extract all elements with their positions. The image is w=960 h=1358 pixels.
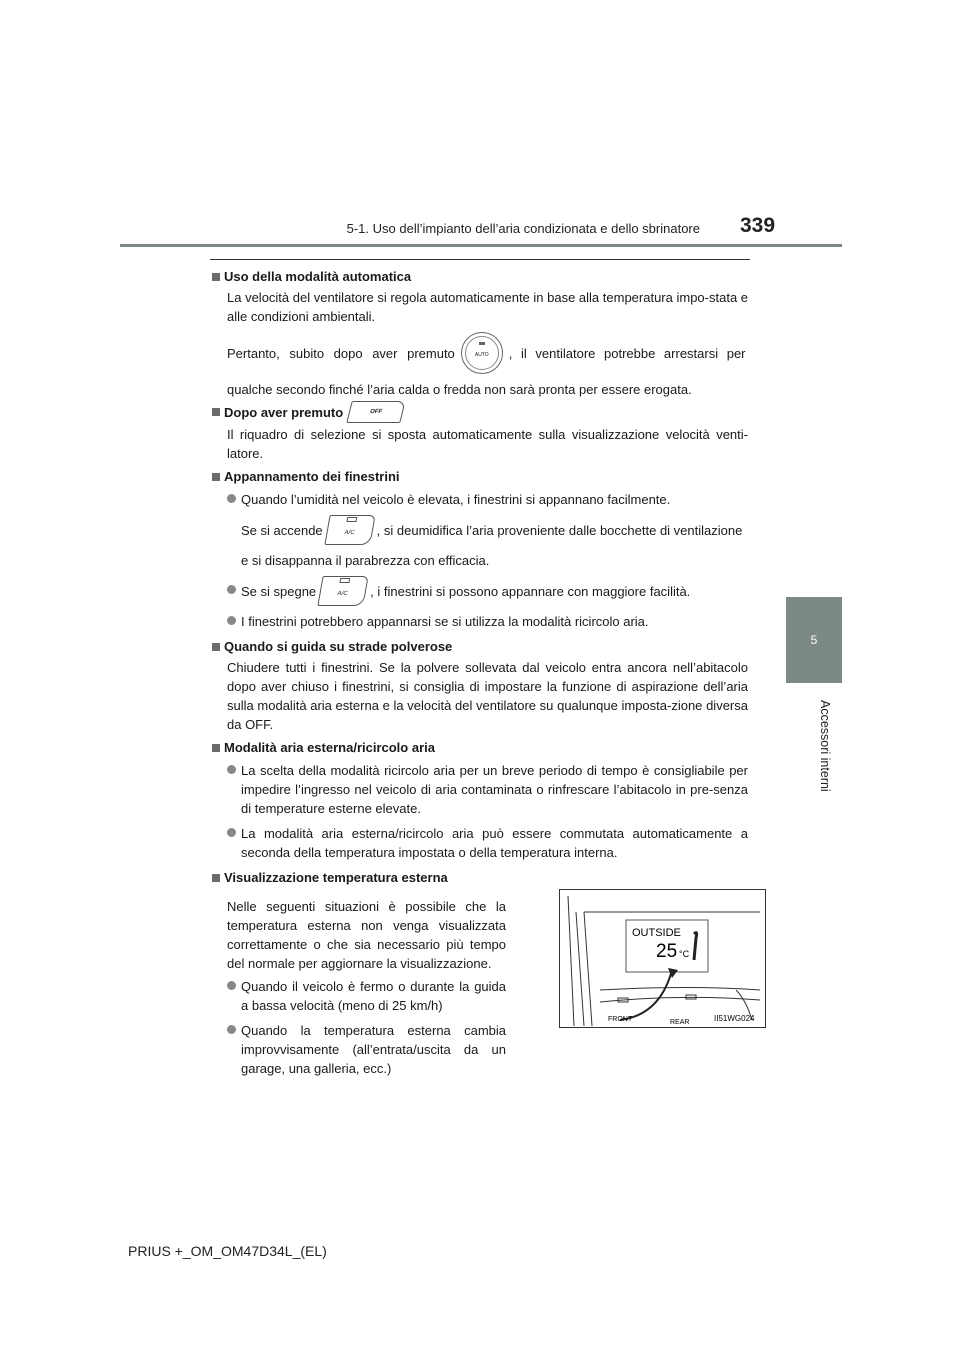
off-button-icon xyxy=(346,401,405,423)
square-bullet-icon xyxy=(212,874,220,882)
paragraph: La velocità del ventilatore si regola automaticamente in base alla temperatura impo-stata e alle condizioni ambientali. xyxy=(227,290,749,324)
two-column-block xyxy=(212,889,755,1084)
chapter-label: Accessori interni xyxy=(818,700,832,792)
outside-temperature-illustration xyxy=(559,889,766,1028)
paragraph: Il riquadro di selezione si sposta automaticamente sulla visualizzazione velocità venti-latore. xyxy=(227,427,748,461)
text-fragment: Se si spegne xyxy=(241,583,317,599)
rear-defrost-label: REAR xyxy=(670,1019,690,1026)
round-bullet-icon xyxy=(227,494,236,503)
text-fragment: , si deumidifica l’aria proveniente dalle bocchette di ventilazione xyxy=(376,522,743,538)
paragraph-with-button xyxy=(227,332,748,374)
section-after-off xyxy=(212,401,748,463)
paragraph: Nelle seguenti situazioni è possibile che la temperatura esterna non venga visualizzata correttamente o che sia necessario più tempo del normale per aggiornare la visualizzazione. xyxy=(227,899,506,971)
round-bullet-icon xyxy=(227,616,236,625)
square-bullet-icon xyxy=(212,473,220,481)
text-fragment: Se si accende xyxy=(241,522,323,538)
off-button-label: OFF xyxy=(369,408,384,415)
bullet-item xyxy=(227,824,748,862)
section-fogging xyxy=(212,467,748,631)
square-bullet-icon xyxy=(212,273,220,281)
auto-button-label: AUTO xyxy=(474,351,489,358)
bullet-item xyxy=(227,576,748,606)
square-bullet-icon xyxy=(212,744,220,752)
bullet-text: La modalità aria esterna/ricircolo aria può essere commutata automaticamente a seconda della temperatura impostata o della temperatura interna. xyxy=(241,826,748,860)
document-code: PRIUS +_OM_OM47D34L_(EL) xyxy=(128,1243,327,1259)
square-bullet-icon xyxy=(212,643,220,651)
square-bullet-icon xyxy=(212,408,220,416)
bullet-text-with-button xyxy=(241,515,742,545)
chapter-tab xyxy=(786,597,842,683)
heading-text: Uso della modalità automatica xyxy=(224,269,412,284)
section-automatic-mode xyxy=(212,267,748,399)
ac-button-label: A/C xyxy=(343,530,355,536)
left-column xyxy=(212,889,506,1084)
bullet-item xyxy=(227,1021,506,1078)
display-temp-value: 25 xyxy=(656,941,678,962)
round-bullet-icon xyxy=(227,1025,236,1034)
section-heading xyxy=(212,868,748,887)
dashboard-display-drawing xyxy=(560,890,765,1027)
paragraph: Chiudere tutti i finestrini. Se la polvere sollevata dal veicolo entra ancora nell’abitacolo dopo aver chiuso i finestrini, si consiglia di impostare la funzione di aspirazione dell’aria sulla modalità aria esterna e la velocità del ventilatore su qualunque imposta-zione diversa da OFF. xyxy=(227,660,748,732)
section-dusty-roads xyxy=(212,637,748,734)
section-heading xyxy=(212,738,748,757)
figure-code: II51WG024 xyxy=(714,1014,755,1023)
bullet-item xyxy=(227,490,748,570)
content-top-rule xyxy=(210,259,750,260)
bullet-text: Quando l’umidità nel veicolo è elevata, i finestrini si appannano facilmente. xyxy=(241,492,671,507)
auto-button-icon xyxy=(461,332,503,374)
display-temp-unit: °C xyxy=(679,949,690,959)
heading-text: Visualizzazione temperatura esterna xyxy=(224,870,448,885)
section-air-mode xyxy=(212,738,748,862)
display-outside-label: OUTSIDE xyxy=(632,927,681,939)
section-heading xyxy=(212,267,748,286)
ac-button-icon xyxy=(318,576,369,606)
round-bullet-icon xyxy=(227,765,236,774)
heading-text: Quando si guida su strade polverose xyxy=(224,639,453,654)
round-bullet-icon xyxy=(227,828,236,837)
chapter-number: 5 xyxy=(810,633,818,647)
text-fragment: , il ventilatore potrebbe arrestarsi per xyxy=(508,345,746,361)
content-body xyxy=(212,267,755,1086)
bullet-text: Quando il veicolo è fermo o durante la guida a bassa velocità (meno di 25 km/h) xyxy=(241,979,506,1013)
front-defrost-label: FRONT xyxy=(608,1016,633,1023)
round-bullet-icon xyxy=(227,981,236,990)
bullet-item xyxy=(227,977,506,1015)
text-fragment: , i finestrini si possono appannare con maggiore facilità. xyxy=(370,583,691,599)
ac-button-label: A/C xyxy=(337,591,349,597)
section-outside-temp xyxy=(212,868,755,1084)
section-heading xyxy=(212,637,748,656)
text-fragment: Pertanto, subito dopo aver premuto xyxy=(227,345,455,361)
section-heading xyxy=(212,401,748,423)
bullet-text: e si disappanna il parabrezza con efficacia. xyxy=(241,553,490,568)
bullet-text: La scelta della modalità ricircolo aria per un breve periodo di tempo è consigliabile per impedire l’ingresso nel veicolo di aria contaminata o rinfrescare l’abitacolo in pre-senza di temperature esterne elevate. xyxy=(241,763,748,816)
bullet-text: Quando la temperatura esterna cambia improvvisamente (all’entrata/uscita da un garage, una galleria, ecc.) xyxy=(241,1023,506,1076)
header-rule xyxy=(120,244,842,247)
header-section-title: 5-1. Uso dell’impianto dell’aria condizionata e dello sbrinatore xyxy=(346,221,700,236)
heading-text: Modalità aria esterna/ricircolo aria xyxy=(224,740,435,755)
section-heading xyxy=(212,467,748,486)
bullet-text: I finestrini potrebbero appannarsi se si utilizza la modalità ricircolo aria. xyxy=(241,614,649,629)
bullet-item xyxy=(227,612,748,631)
heading-text: Appannamento dei finestrini xyxy=(224,469,400,484)
paragraph: qualche secondo finché l’aria calda o fredda non sarà pronta per essere erogata. xyxy=(227,382,692,397)
heading-text: Dopo aver premuto xyxy=(224,404,344,420)
bullet-item xyxy=(227,761,748,818)
ac-button-icon xyxy=(324,515,375,545)
round-bullet-icon xyxy=(227,585,236,594)
page-number: 339 xyxy=(740,214,776,237)
